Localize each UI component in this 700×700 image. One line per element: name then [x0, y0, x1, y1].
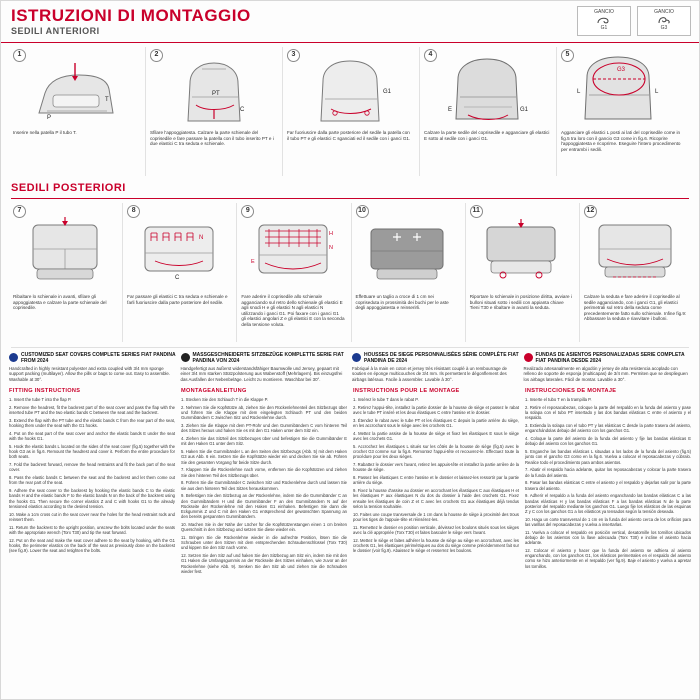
instruction-paragraph: 10. Machen Sie in der Nähe der Löcher für die Kopfstützenstangen einen 1 cm breiten Querschnitt in den Sitzbezug und setzen Sie diese wieder ein.: [181, 522, 347, 533]
blurb-fr-title: HOUSSES DE SIEGE PERSONNALISÉES SÉRIE COMPLÈTE FIAT PANDINA DE 2024: [364, 352, 519, 364]
instructions-es: [525, 388, 691, 576]
instruction-paragraph: 10. Make a 1cm cross cut in the seat cover near the holes for the head restraint rods and reinsert them.: [9, 511, 175, 522]
instructions-fr: [353, 388, 519, 576]
instruction-paragraph: 8. Passez les élastiques C entre l'assise et le dossier et laissez-les ressortir par la partie arrière du siège.: [353, 475, 519, 486]
step-7-illustration: [11, 205, 118, 291]
blurb-es-body: Realizado artesanalmente en algodón y jersey de alta resistencia acoplado con relleno de soporte de esponja (multicapas) de 3/4 mm. Permiten que se desplieguen los airbags laterales. Fácil de montar. Lavable a 30°.: [523, 366, 688, 382]
instructions-en-heading: FITTING INSTRUCTIONS: [9, 388, 81, 395]
instruction-paragraph: 4. Coloque la parte del asiento de la funda del asiento y fije las bandas elásticas E debajo del asiento con los ganchos G1.: [525, 436, 691, 447]
instructions-en: [9, 388, 175, 576]
step-7-caption: Ribaltare lo schienale in avanti, sfilare gli appoggiatesta e calzare la parte schienale del coprisedile.: [13, 294, 107, 311]
step-10-badge: 10: [356, 205, 369, 218]
step-2-caption: Sfilare l'appoggiatesta. Calzare la parte schienale del coprisedile e fare passare la patella con il tubo inserito PT e i due elastici C tra seduta e schienale.: [150, 130, 274, 147]
hook-legend-g1-code: G1: [600, 25, 608, 31]
step-1: [9, 47, 143, 176]
instructions-de: [181, 388, 347, 576]
step-3-illustration: [285, 49, 415, 127]
svg-text:L: L: [655, 89, 659, 95]
hook-legend-g1-label: GANCIO: [594, 9, 614, 15]
instruction-paragraph: 1. Inserte el tubo T en la trampilla P.: [525, 397, 592, 403]
instruction-paragraph: 2. Remove the headrest, fit the backrest part of the seat cover and pass the flap with the inserted tube PT and the two elastic bands C between the seat and the backrest.: [9, 405, 175, 416]
step-9-badge: 9: [241, 205, 254, 218]
instruction-paragraph: 2. Nehmen Sie die Kopfstütze ab, ziehen Sie den Rückenlehnenteil des Sitzbezugs über und führen Sie die Klappe mit dem eingelegten Schlauch PT und den beiden Gummibändern C zwischen Sitz und Rückenlehne durch.: [181, 405, 347, 421]
instruction-paragraph: 11. Vuelva a colocar el respaldo en posición vertical, desatornille los tornillos ubicados debajo de los asientos con la llave adecuada (Torx T30) e incline el asiento hacia adelante.: [525, 529, 691, 546]
instruction-paragraph: 11. Bringen Sie die Rückenlehne wieder in die aufrechte Position, lösen Sie die Schrauben unter den Sitzen mit dem entsprechenden Schraubenschlüssel (Torx T30) und kippen Sie den Sitz nach vorne.: [181, 535, 347, 551]
instructions-fr-heading: INSTRUCTIONS POUR LE MONTAGE: [353, 388, 460, 395]
instruction-paragraph: 5. Hook the elastic bands L located on the sides of the seat cover (fig.5) together with the hook G3 as in fig.6. Remount the headrest and cover it. Perform the entire procedure for both seats.: [9, 444, 175, 460]
step-12: [579, 203, 691, 342]
step-4-caption: Calzare la parte sedile del coprisedile e agganciare gli elastici E sotto al sedile con i ganci G1.: [424, 130, 550, 141]
svg-text:E: E: [250, 259, 255, 265]
instruction-paragraph: 1. Insérez le tube T dans le rabat P.: [353, 397, 419, 403]
svg-text:N: N: [198, 235, 204, 241]
instruction-paragraph: 7. Abatir el respaldo hacia adelante, quitar los reposacabezas y colocar la parte trasera de la funda del asiento.: [525, 467, 691, 478]
step-7-badge: 7: [13, 205, 26, 218]
step-9-caption: Fare aderire il coprisedile allo schienale agganciando sul retro dello schienale gli elastici E agli snodi H e gli elastici N agli elastici N utilizzando i ganci G1. Poi faxare con i ganci G1 gli elastici angolari Z e gli elastici E con la seconda della tensione voluta.: [241, 294, 345, 327]
rear-section-title: SEDILI POSTERIORI: [11, 182, 126, 194]
svg-text:G1: G1: [383, 89, 392, 95]
step-2-badge: 2: [150, 49, 163, 62]
blurb-de-body: Handgefertigt aus äußerst widerstandsfähiger Baumwolle und Jersey, gepaart mit einer 3/4 mm starken Stützpolsterung aus Wabenstoff (Mehrlagern). Bis einzugsfrei das Ausfallen der Nebenbeläge. Leicht zu montieren. Waschbar bei 30°.: [180, 366, 343, 382]
instructions-en-body: [9, 397, 175, 553]
step-11-badge: 11: [470, 205, 483, 218]
step-4: [419, 47, 554, 176]
step-8-badge: 8: [127, 205, 140, 218]
step-1-badge: 1: [13, 49, 26, 62]
instructions-es-heading: INSTRUCCIONES DE MONTAJE: [525, 388, 617, 395]
instruction-paragraph: 11. Remettez le dossier en position verticale, dévissez les boulons situés sous les sièges avec la clé appropriée (Torx T30) et faites basculer le siège vers l'avant.: [353, 524, 519, 535]
step-4-badge: 4: [424, 49, 437, 62]
instruction-paragraph: 2. Retirez l'appui-tête, installez la partie dossier de la housse de siège et passez le rabat avec le tube PT inséré et les deux élastiques C entre l'assise et le dossier.: [353, 405, 519, 416]
front-seat-steps: [1, 43, 699, 176]
instruction-paragraph: 3. Extend the flap with the PT tube and the elastic bands C from the rear part of the seat, hooking them under the seat with the G1 hooks.: [9, 418, 175, 429]
step-10: [351, 203, 463, 342]
instructions-es-body: [525, 397, 691, 569]
instruction-paragraph: 8. Pass the elastic bands C between the seat and the backrest and let them come out from the rear part of the seat.: [9, 475, 175, 486]
svg-text:P: P: [47, 115, 52, 121]
instruction-paragraph: 12. Put on the seat and make the seat cover adhere to the seat by hooking, with the G1 hooks, the perimeter elastics on the back of the seat as previously done on the backrest (see fig.9). Lower the seat and retighten the bolts.: [9, 537, 175, 554]
step-11-illustration: [468, 205, 575, 291]
instruction-paragraph: 8. Pasar las bandas elásticas C entre el asiento y el respaldo y dejarlas salir por la parte trasera del asiento.: [525, 480, 691, 491]
instruction-paragraph: 10. Faites une coupe transversale de 1 cm dans la housse de siège à proximité des trous pour les tiges de l'appuie-tête et réinsérez-les.: [353, 511, 519, 522]
hook-g1-icon: [595, 15, 613, 25]
instruction-paragraph: 5. Haken Sie die Gummibänder L an den Seiten des Sitzbezugs (Abb. 5) mit dem Haken G3 aus Abb. 6 ein. Setzen Sie die Kopfstütze wieder ein und decken Sie sie ab. Führen Sie den gesamten Vorgang für beide Sitze durch.: [181, 449, 347, 465]
instruction-paragraph: 5. Accrochez les élastiques L situés sur les côtés de la housse de siège (fig.5) avec le crochet G3 comme sur la fig.6. Remontez l'appui-tête et recouvrez-le. Effectuez toute la procédure pour les deux sièges.: [353, 444, 519, 460]
page-header: [1, 1, 699, 43]
hook-g3-icon: [655, 15, 673, 25]
step-12-badge: 12: [584, 205, 597, 218]
instruction-paragraph: 12. Setzen Sie den Sitz auf und haken Sie den Sitzbezug am Sitz ein, indem Sie mit den G1 Haken die Umfangsgummis an der Rückseite des Sitzes einhaken, wie zuvor an der Rückenlehne (siehe Abb. 9). Senken Sie den Sitz ab und ziehen Sie die Schrauben wieder fest.: [181, 553, 347, 574]
blurb-de-title: MASSGESCHNEIDERTE SITZBEZÜGE KOMPLETTE SERIE FIAT PANDINA VON 2024: [192, 352, 344, 364]
instruction-paragraph: 9. Befestigen Sie den Sitzbezug an der Rückenlehne, indem Sie die Gummibänder C an den Gummibändern H und die Gummibänder F an den Gummibändern N auf der Rückseite der Rückenlehne mit den Haken G1 einhaken. Befestigen Sie dann die Eckgummis Z und C mit den Haken G1 entsprechend der gewünschten Spannung an den bereits gespannten Gummibändern.: [181, 493, 347, 520]
instruction-paragraph: 3. Extienda la solapa con el tubo PT y las elásticas C desde la parte trasera del asiento, enganchándolas debajo del asiento con los ganchos G1.: [525, 423, 691, 434]
instruction-paragraph: 5. Enganche las bandas elásticas L situadas a los lados de la funda del asiento (fig.5) junto con el gancho G3 como en la fig.6. Vuelva a colocar el reposacabezas y cúbralo. Realice todo el procedimiento para ambos asientos.: [525, 449, 691, 465]
step-8-illustration: [125, 205, 232, 291]
step-2: [145, 47, 280, 176]
step-9: [236, 203, 348, 342]
step-3-badge: 3: [287, 49, 300, 62]
instruction-paragraph: 11. Return the backrest to the upright position, unscrew the bolts located under the seats with the appropriate wrench (Torx T30) and tip the seat forward.: [9, 524, 175, 535]
step-8: [122, 203, 234, 342]
svg-text:G1: G1: [520, 107, 529, 113]
instruction-paragraph: 1. Stecken Sie den Schlauch T in die Klappe P.: [181, 397, 269, 403]
blurb-en-body: Handcrafted in highly resistant polyester and extra coupled with 3/4 mm sponge support packing (multilayer). Allow the pills or bags to come out. Easy to assemble. Washable at 30°.: [9, 366, 171, 382]
instruction-paragraph: 7. Klappen Sie die Rückenlehne nach vorne, entfernen Sie die Kopfstützen und ziehen Sie den hinteren Teil des Sitzbezugs über.: [181, 467, 347, 478]
instruction-paragraph: 8. Führen Sie die Gummibänder C zwischen Sitz und Rückenlehne durch und lassen Sie sie aus dem hinteren Teil des Sitzes herauskommen.: [181, 480, 347, 491]
flag-en-icon: [9, 353, 18, 362]
step-12-caption: Calzare la seduta e fare aderire il coprisedile al sedile agganciando, con i ganci G1, gli elastici perimetrali sul retro della seduta come precedentemente fatto sullo schienale. Infine fig.9: Abbassare la seduta e riavvitare i bulloni.: [583, 294, 687, 322]
hook-legend-g3-label: GANCIO: [654, 9, 674, 15]
step-3: [282, 47, 417, 176]
svg-text:E: E: [448, 107, 453, 113]
svg-text:H: H: [328, 231, 333, 237]
instruction-paragraph: 4. Put on the seat part of the seat cover and anchor the elastic bands E under the seat with the hooks G1.: [9, 431, 175, 442]
blurb-fr-body: Fabriqué à la main en coton et jersey très résistant couplé à un rembourrage de soutien en éponge multicouches de 3/4 mm. Ils permettent le dégonflement des airbags latéraux. Facile à assembler. Lavable à 30°.: [352, 366, 507, 382]
svg-text:N: N: [328, 245, 333, 251]
step-10-illustration: [354, 205, 461, 291]
step-11-caption: Riportare lo schienale in posizione diritta, avviare i bulloni situati sotto i sedili con appianta chiave Tieni T30 e ribaltare in avanti la seduta.: [469, 294, 572, 311]
instruction-paragraph: 7. Rabattez le dossier vers l'avant, retirez les appuis-tête et installez la partie arrière de la housse de siège.: [353, 462, 519, 473]
page-title: ISTRUZIONI DI MONTAGGIO: [11, 6, 251, 25]
instruction-columns: [1, 382, 699, 576]
instruction-paragraph: 12. Mettez le siège et faites adhérer la housse de siège au siège en accrochant, avec les crochets G1, les élastiques périmétriques au dos du siège comme précédemment fait sur le dossier (voir fig.9). Abaissez le siège et resserrez les boulons.: [353, 537, 519, 554]
blurb-en: [9, 352, 177, 382]
step-1-illustration: [11, 49, 141, 127]
instruction-paragraph: 12. Colocar el asiento y hacer que la funda del asiento se adhiera al asiento enganchando, con los ganchos G1, los elásticos perimetrales en el respaldo del asiento como se hizo anteriormente en el respaldo (ver fig.9). Baje el asiento y vuelva a apretar los tornillos.: [525, 548, 691, 569]
instructions-de-body: [181, 397, 347, 574]
blurb-en-title: CUSTOMIZED SEAT COVERS COMPLETE SERIES FIAT PANDINA FROM 2024: [21, 352, 176, 364]
instruction-paragraph: 4. Mettez la partie assise de la housse de siège et fixez les élastiques E sous le siège avec les crochets G1.: [353, 431, 519, 442]
step-5: [556, 47, 691, 176]
instruction-paragraph: 10. Haga un corte transversal de 1 cm en la funda del asiento cerca de los orificios para las varillas del reposacabezas y vuelva a insertarlas.: [525, 516, 691, 528]
step-11: [465, 203, 577, 342]
step-5-illustration: [559, 49, 689, 127]
step-2-illustration: [148, 49, 278, 127]
hook-legend-g3-code: G3: [660, 25, 668, 31]
instruction-paragraph: 2. Retire el reposacabezas, coloque la parte del respaldo en la funda del asiento y pase la solapa con el tubo PT insertado y las dos bandas elásticas C entre el asiento y el respaldo.: [525, 405, 691, 421]
svg-text:T: T: [105, 97, 109, 103]
step-12-illustration: [582, 205, 689, 291]
instruction-paragraph: 3. Ziehen Sie die Klappe mit dem PT-Rohr und den Gummibändern C vom hinteren Teil des Sitzes heraus und haken Sie es mit den G1 Haken unter dem Sitz ein.: [181, 423, 347, 434]
step-4-illustration: [422, 49, 552, 127]
instructions-de-heading: MONTAGEANLEITUNG: [181, 388, 247, 395]
flag-de-icon: [181, 353, 190, 362]
rear-seat-steps: [1, 199, 699, 342]
instruction-paragraph: 4. Ziehen Sie das Sitzteil des Sitzbezuges über und befestigen Sie die Gummibänder E mit den Haken G1 unter dem Sitz.: [181, 436, 347, 447]
step-5-badge: 5: [561, 49, 574, 62]
step-7: [9, 203, 120, 342]
blurb-de: [181, 352, 349, 382]
step-1-caption: Inserire nella patella P il tubo T.: [13, 130, 77, 135]
step-10-caption: Effettuare un taglio a croce di 1 cm nei copriseduta in prossimità dei buchi per le aste degli appoggiatesta e reinserirli.: [355, 294, 449, 311]
instruction-paragraph: 1. Insert the tube T into the flap P.: [9, 397, 72, 403]
instruction-paragraph: 9. Fixez la housse d'assise au dossier en accrochant les élastiques C aux élastiques H et les élastiques F aux élastiques N du dos du dossier à l'aide des crochets G1. Fixez ensuite les élastiques de coin Z et C avec les crochets G1 aux élastiques déjà tendus selon la tension souhaitée.: [353, 488, 519, 509]
svg-text:PT: PT: [212, 91, 220, 97]
blurb-es-title: FUNDAS DE ASIENTOS PERSONALIZADAS SERIE COMPLETA FIAT PANDINA DESDE 2024: [535, 352, 685, 364]
product-description-row: [1, 348, 699, 382]
instruction-paragraph: 9. Adhere the seat cover to the backrest by hooking the elastic bands C to the elastic bands H and the elastic bands F to the elastic bands N on the back of the backrest using the hooks G1. Then secure the corner elastics Z and C with hooks G1 to the already tensioned elastics according to the desired tension.: [9, 488, 175, 509]
svg-text:L: L: [577, 89, 581, 95]
step-3-caption: Far fuoriuscire dalla parte posteriore del sedile la patella con il tubo PT e gli elastici C sganciati ed il sedile con i ganci G1.: [287, 130, 411, 141]
instructions-fr-body: [353, 397, 519, 553]
step-9-illustration: [239, 205, 346, 291]
flag-es-icon: [524, 353, 533, 362]
svg-text:G3: G3: [617, 67, 626, 73]
hook-legend-g3: [637, 6, 691, 36]
step-5-caption: Agganciare gli elastici L posti ai lati del coprisedile come in fig.5 tra loro con il gancio G3 come in fig.6. Ricoprire l'appoggiatesta e ricoprirne. Eseguire l'intero procedimento per entrambi i sedili.: [561, 130, 681, 152]
step-8-caption: Far passare gli elastici C tra seduta e schienale e farli fuoriuscire dalla parte posteriore del sedile.: [127, 294, 228, 305]
hook-legend-g1: [577, 6, 631, 36]
svg-text:C: C: [174, 275, 180, 281]
svg-text:C: C: [240, 107, 245, 113]
blurb-fr: [352, 352, 520, 382]
instruction-paragraph: 3. Étendez le rabat avec le tube PT et les élastiques C depuis la partie arrière du siège, en les accrochant sous le siège avec les crochets G1.: [353, 418, 519, 429]
instruction-paragraph: 7. Fold the backrest forward, remove the head restraints and fit the back part of the seat cover.: [9, 462, 175, 473]
blurb-es: [524, 352, 692, 382]
instruction-paragraph: 9. Adherir el respaldo a la funda del asiento enganchando las bandas elásticas C a las bandas elásticas H y las bandas elásticas F a las bandas elásticas N de la parte posterior del respaldo mediante los ganchos G1. Luego fije los elásticos de las esquinas Z y C con los ganchos G1 a los elásticos ya tensados según la tensión deseada.: [525, 493, 691, 515]
page-subtitle: SEDILI ANTERIORI: [11, 26, 100, 36]
flag-fr-icon: [352, 353, 361, 362]
